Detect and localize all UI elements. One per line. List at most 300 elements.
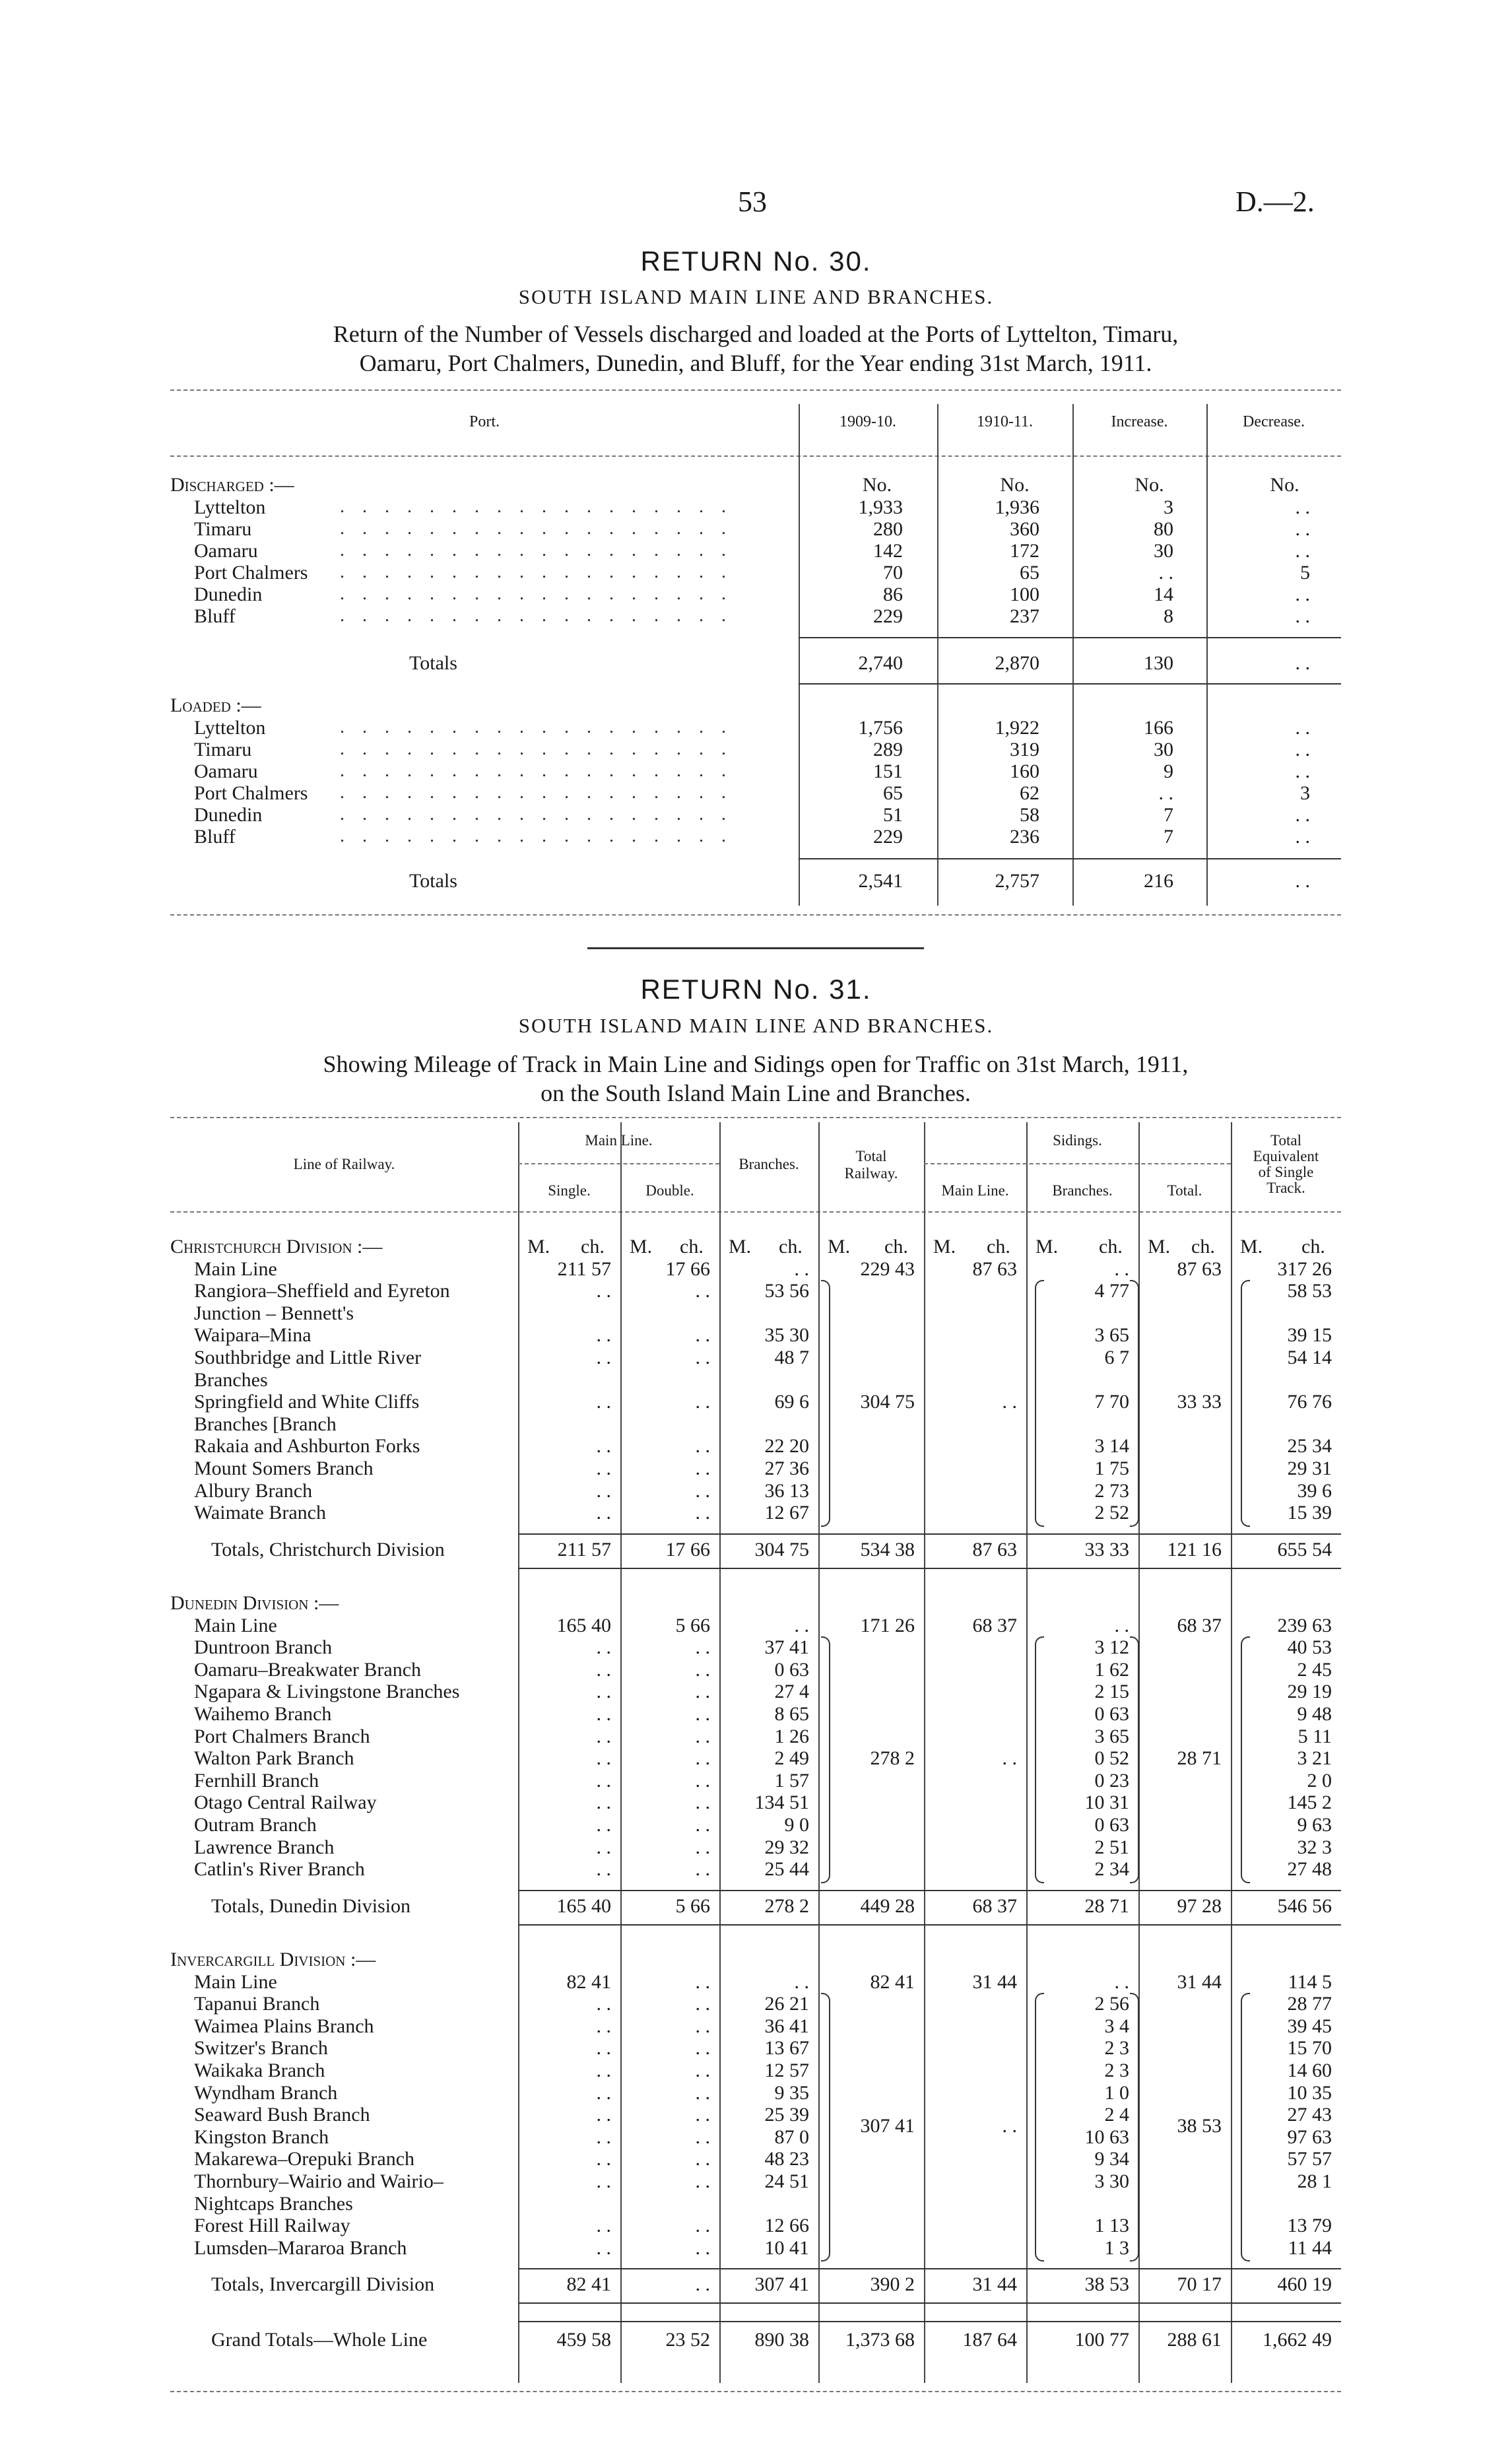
line-name: Waihemo Branch (194, 1703, 332, 1725)
line-name: Outram Branch (194, 1814, 317, 1836)
leader-dots: . . . . . . . . . . . . . . . . . . (340, 605, 733, 626)
cell-d: . . (695, 1769, 710, 1792)
value-inc: 7 (1164, 826, 1173, 848)
totals-label: Totals (409, 870, 457, 892)
line-name-continued: Junction – Bennett's (194, 1302, 354, 1324)
total-dec: . . (1295, 652, 1310, 674)
cell-s: . . (596, 2015, 611, 2037)
cell-d: . . (695, 1435, 710, 1458)
cell-sm: . . (1002, 1391, 1017, 1413)
column-header-1: 1909-10. (839, 413, 896, 430)
value-inc: . . (1158, 562, 1173, 584)
cell-eq: 32 3 (1297, 1836, 1332, 1858)
unit-chains: ch. (1191, 1236, 1215, 1257)
value-inc: 9 (1164, 760, 1173, 782)
cell-eq: 2 45 (1297, 1658, 1332, 1681)
cell-b: 87 0 (774, 2126, 809, 2148)
cell-d: . . (695, 1858, 710, 1881)
cell-sb: 10 63 (1084, 2126, 1129, 2148)
cell-d: . . (695, 1725, 710, 1747)
cell-tr: 304 75 (860, 1391, 915, 1413)
cell-tr: 82 41 (870, 1970, 915, 1993)
total-y1: 2,541 (858, 870, 903, 892)
cell-sb: 1 62 (1094, 1658, 1129, 1681)
header-sidings-branches: Branches. (1052, 1182, 1113, 1199)
line-name: Waimea Plains Branch (194, 2015, 374, 2037)
line-name: Rangiora–Sheffield and Eyreton (194, 1280, 450, 1302)
value-dec: . . (1295, 605, 1310, 627)
table-header-rule (170, 455, 1341, 457)
cell-sb: 3 4 (1104, 2015, 1129, 2037)
port-name: Timaru (194, 518, 252, 540)
cell-s: . . (596, 1814, 611, 1836)
cell-b: . . (794, 1614, 809, 1636)
value-y1: 142 (873, 540, 903, 562)
cell-eq: 28 1 (1297, 2170, 1332, 2192)
line-name: Main Line (194, 1257, 277, 1280)
value-y2: 58 (1020, 804, 1039, 826)
value-y1: 51 (883, 804, 903, 826)
leader-dots: . . . . . . . . . . . . . . . . . . (340, 804, 733, 824)
value-inc: . . (1158, 782, 1173, 804)
cell-eq: 39 15 (1287, 1324, 1332, 1347)
cell-st: 38 53 (1177, 2115, 1222, 2137)
cell-eq: 28 77 (1287, 1993, 1332, 2015)
line-name: Rakaia and Ashburton Forks (194, 1435, 420, 1458)
cell-sm: 68 37 (972, 1614, 1017, 1636)
cell-tr: 307 41 (860, 2115, 915, 2137)
port-name: Dunedin (194, 584, 263, 605)
line-name-continued: Nightcaps Branches (194, 2192, 353, 2215)
unit-label: No. (1270, 474, 1299, 496)
cell-sb: 7 70 (1094, 1391, 1129, 1413)
cell-sb: 4 77 (1094, 1280, 1129, 1302)
cell-b: 12 66 (764, 2215, 809, 2237)
cell-eq: 1,662 49 (1263, 2329, 1332, 2351)
value-dec: . . (1295, 496, 1310, 518)
return-30-title: RETURN No. 30. (640, 246, 872, 277)
value-y2: 236 (1010, 826, 1039, 848)
cell-s: 165 40 (556, 1614, 611, 1636)
cell-sm: 87 63 (972, 1257, 1017, 1280)
value-dec: . . (1295, 518, 1310, 540)
unit-chains: ch. (779, 1236, 803, 1257)
cell-st: 87 63 (1177, 1257, 1222, 1280)
line-name: Mount Somers Branch (194, 1458, 374, 1479)
cell-sm: . . (1002, 2115, 1017, 2137)
cell-d: . . (695, 1636, 710, 1659)
group-brace (1241, 1993, 1250, 2262)
line-name-continued: Branches [Branch (194, 1413, 337, 1435)
cell-sb: . . (1114, 1970, 1129, 1993)
return-30-subtitle: SOUTH ISLAND MAIN LINE AND BRANCHES. (518, 285, 994, 308)
cell-s: . . (596, 1703, 611, 1725)
cell-d: . . (695, 1747, 710, 1770)
value-y1: 70 (883, 562, 903, 584)
cell-d: 5 66 (675, 1894, 710, 1917)
value-dec: 3 (1300, 782, 1310, 804)
header-sidings-main: Main Line. (941, 1182, 1009, 1199)
cell-s: . . (596, 1725, 611, 1747)
unit-label: No. (862, 474, 892, 496)
cell-b: 890 38 (754, 2329, 809, 2351)
division-totals-rule (518, 1533, 1341, 1535)
total-dec: . . (1295, 870, 1310, 892)
line-name: Lumsden–Mararoa Branch (194, 2236, 407, 2259)
division-label: Dunedin Division :— (170, 1592, 339, 1614)
cell-sb: . . (1114, 1614, 1129, 1636)
unit-chains: ch. (987, 1236, 1010, 1257)
port-name: Dunedin (194, 804, 263, 826)
cell-tr: 171 26 (860, 1614, 915, 1636)
cell-b: 29 32 (764, 1836, 809, 1858)
value-y1: 229 (873, 826, 903, 848)
cell-d: . . (695, 1502, 710, 1524)
value-y1: 65 (883, 782, 903, 804)
cell-eq: 145 2 (1287, 1792, 1332, 1814)
leader-dots: . . . . . . . . . . . . . . . . . . (340, 760, 733, 781)
cell-d: . . (695, 2236, 710, 2259)
cell-s: . . (596, 2060, 611, 2081)
total-inc: 216 (1144, 870, 1173, 892)
cell-d: . . (695, 2081, 710, 2104)
cell-s: . . (596, 2104, 611, 2126)
cell-eq: 114 5 (1288, 1970, 1332, 1993)
cell-s: . . (596, 2037, 611, 2060)
cell-s: . . (596, 1836, 611, 1858)
cell-b: 37 41 (764, 1636, 809, 1659)
cell-s: . . (596, 1993, 611, 2015)
value-inc: 3 (1164, 496, 1173, 518)
cell-eq: 39 6 (1297, 1479, 1332, 1502)
cell-s: 459 58 (556, 2329, 611, 2351)
cell-d: . . (695, 1836, 710, 1858)
cell-b: . . (794, 1257, 809, 1280)
division-totals-label: Totals, Dunedin Division (211, 1894, 411, 1917)
cell-b: 278 2 (764, 1894, 809, 1917)
table-header-rule (170, 1211, 1341, 1213)
value-y1: 289 (873, 739, 903, 760)
cell-s: . . (596, 1324, 611, 1347)
cell-st: 33 33 (1177, 1391, 1222, 1413)
cell-sb: 2 34 (1094, 1858, 1129, 1881)
unit-miles: M. (1035, 1236, 1059, 1257)
cell-eq: 57 57 (1287, 2148, 1332, 2170)
division-totals-label: Totals, Invercargill Division (211, 2273, 435, 2296)
cell-b: 0 63 (774, 1658, 809, 1681)
discharged-label: Discharged :— (170, 474, 294, 496)
cell-eq: 546 56 (1277, 1894, 1332, 1917)
division-totals-label: Totals, Christchurch Division (211, 1538, 445, 1560)
cell-sb: 3 30 (1094, 2170, 1129, 2192)
cell-s: 211 57 (557, 1257, 611, 1280)
group-brace (1035, 1993, 1044, 2262)
header-branches: Branches. (739, 1156, 799, 1172)
unit-chains: ch. (581, 1236, 605, 1257)
totals-rule (799, 858, 1341, 859)
cell-d: . . (695, 1347, 710, 1368)
cell-s: . . (596, 1769, 611, 1792)
line-name: Waikaka Branch (194, 2060, 325, 2081)
totals-rule (799, 683, 1341, 685)
cell-eq: 27 43 (1287, 2104, 1332, 2126)
value-y1: 229 (873, 605, 903, 627)
cell-eq: 14 60 (1287, 2060, 1332, 2081)
value-dec: . . (1295, 540, 1310, 562)
cell-sb: 2 15 (1094, 1681, 1129, 1703)
cell-sb: 9 34 (1094, 2148, 1129, 2170)
cell-sm: 187 64 (962, 2329, 1017, 2351)
cell-d: . . (695, 1970, 710, 1993)
value-inc: 30 (1154, 540, 1173, 562)
line-name: Southbridge and Little River (194, 1347, 422, 1368)
leader-dots: . . . . . . . . . . . . . . . . . . (340, 782, 733, 803)
section-divider (587, 947, 924, 949)
header-equiv-3: of Single (1258, 1164, 1314, 1180)
cell-d: . . (695, 1703, 710, 1725)
cell-b: 36 41 (764, 2015, 809, 2037)
cell-b: 22 20 (764, 1435, 809, 1458)
cell-b: 1 57 (774, 1769, 809, 1792)
cell-b: 134 51 (754, 1792, 809, 1814)
document-reference: D.—2. (1235, 185, 1315, 218)
cell-sb: 1 75 (1094, 1458, 1129, 1479)
cell-sb: 2 73 (1094, 1479, 1129, 1502)
unit-miles: M. (828, 1236, 851, 1257)
leader-dots: . . . . . . . . . . . . . . . . . . (340, 584, 733, 604)
cell-eq: 76 76 (1287, 1391, 1332, 1413)
cell-tr: 390 2 (870, 2273, 915, 2296)
unit-miles: M. (729, 1236, 752, 1257)
cell-sb: 6 7 (1104, 1347, 1129, 1368)
unit-miles: M. (630, 1236, 653, 1257)
table-top-rule (170, 1117, 1341, 1118)
cell-sm: 31 44 (972, 2273, 1017, 2296)
value-y2: 360 (1010, 518, 1039, 540)
cell-sb: 2 4 (1104, 2104, 1129, 2126)
cell-eq: 39 45 (1287, 2015, 1332, 2037)
line-name: Catlin's River Branch (194, 1858, 365, 1881)
line-name-continued: Branches (194, 1368, 268, 1391)
cell-st: 121 16 (1167, 1538, 1222, 1560)
table-top-rule (170, 389, 1341, 391)
unit-chains: ch. (884, 1236, 908, 1257)
cell-s: 82 41 (566, 1970, 611, 1993)
cell-st: 70 17 (1177, 2273, 1222, 2296)
value-inc: 14 (1154, 584, 1173, 605)
value-inc: 166 (1144, 717, 1173, 739)
line-name: Duntroon Branch (194, 1636, 333, 1659)
cell-d: . . (695, 2148, 710, 2170)
cell-b: 24 51 (764, 2170, 809, 2192)
totals-rule (799, 637, 1341, 638)
subheader-rule (924, 1163, 1231, 1164)
line-name: Tapanui Branch (194, 1993, 320, 2015)
cell-d: . . (695, 2170, 710, 2192)
cell-d: . . (695, 1479, 710, 1502)
total-y1: 2,740 (858, 652, 903, 674)
line-name: Thornbury–Wairio and Wairio– (194, 2170, 444, 2192)
leader-dots: . . . . . . . . . . . . . . . . . . (340, 562, 733, 582)
value-dec: . . (1295, 760, 1310, 782)
cell-s: . . (596, 1858, 611, 1881)
header-total-railway-1: Total (855, 1148, 887, 1164)
header-single: Single. (548, 1182, 591, 1199)
column-header-2: 1910-11. (976, 413, 1034, 430)
cell-tr: 1,373 68 (845, 2329, 915, 2351)
cell-tr: 278 2 (870, 1747, 915, 1770)
division-label: Christchurch Division :— (170, 1236, 383, 1257)
line-name: Lawrence Branch (194, 1836, 335, 1858)
cell-eq: 9 63 (1297, 1814, 1332, 1836)
cell-eq: 25 34 (1287, 1435, 1332, 1458)
cell-eq: 54 14 (1287, 1347, 1332, 1368)
cell-sb: 3 65 (1094, 1324, 1129, 1347)
group-brace (1241, 1280, 1250, 1527)
cell-d: . . (695, 2015, 710, 2037)
unit-miles: M. (1148, 1236, 1171, 1257)
loaded-label: Loaded :— (170, 694, 261, 716)
table-bottom-rule (170, 2391, 1341, 2392)
leader-dots: . . . . . . . . . . . . . . . . . . (340, 540, 733, 560)
cell-d: . . (695, 1993, 710, 2015)
return-31-subtitle: SOUTH ISLAND MAIN LINE AND BRANCHES. (518, 1014, 994, 1037)
cell-sb: 10 31 (1084, 1792, 1129, 1814)
group-brace (1035, 1636, 1044, 1883)
leader-dots: . . . . . . . . . . . . . . . . . . (340, 717, 733, 737)
line-name: Fernhill Branch (194, 1769, 319, 1792)
cell-eq: 40 53 (1287, 1636, 1332, 1659)
port-name: Bluff (194, 605, 236, 627)
cell-d: . . (695, 1458, 710, 1479)
cell-s: . . (596, 1435, 611, 1458)
line-name: Ngapara & Livingstone Branches (194, 1681, 460, 1703)
group-brace (1241, 1636, 1250, 1883)
line-name: Albury Branch (194, 1479, 313, 1502)
cell-sb: 38 53 (1084, 2273, 1129, 2296)
cell-d: . . (695, 1792, 710, 1814)
column-header-0: Port. (469, 413, 500, 430)
column-header-3: Increase. (1111, 413, 1168, 430)
value-dec: . . (1295, 584, 1310, 605)
value-inc: 80 (1154, 518, 1173, 540)
cell-b: . . (794, 1970, 809, 1993)
value-y2: 319 (1010, 739, 1039, 760)
value-y2: 172 (1010, 540, 1039, 562)
cell-eq: 58 53 (1287, 1280, 1332, 1302)
division-totals-rule (518, 2302, 1341, 2304)
division-totals-rule (518, 2268, 1341, 2269)
cell-d: . . (695, 1681, 710, 1703)
value-y2: 160 (1010, 760, 1039, 782)
cell-s: . . (596, 1458, 611, 1479)
cell-eq: 15 39 (1287, 1502, 1332, 1524)
header-total-railway-2: Railway. (844, 1165, 898, 1182)
cell-b: 1 26 (774, 1725, 809, 1747)
cell-d: . . (695, 2273, 710, 2296)
cell-sb: 2 51 (1094, 1836, 1129, 1858)
cell-sb: 1 13 (1094, 2215, 1129, 2237)
cell-sb: 2 3 (1104, 2060, 1129, 2081)
cell-d: . . (695, 1658, 710, 1681)
value-y1: 1,756 (858, 717, 903, 739)
line-name: Waimate Branch (194, 1502, 326, 1524)
cell-s: 165 40 (556, 1894, 611, 1917)
cell-d: 17 66 (665, 1538, 710, 1560)
cell-eq: 3 21 (1297, 1747, 1332, 1770)
cell-eq: 10 35 (1287, 2081, 1332, 2104)
header-main-line: Main Line. (585, 1132, 653, 1149)
cell-b: 27 36 (764, 1458, 809, 1479)
return-31-caption-line2: on the South Island Main Line and Branches. (541, 1080, 971, 1106)
grand-totals-rule (518, 2321, 1341, 2322)
cell-eq: 11 44 (1288, 2236, 1332, 2259)
cell-d: 17 66 (665, 1257, 710, 1280)
unit-label: No. (1000, 474, 1030, 496)
value-y1: 280 (873, 518, 903, 540)
cell-sb: 100 77 (1074, 2329, 1129, 2351)
division-totals-rule (518, 1924, 1341, 1926)
group-brace (1130, 1280, 1139, 1527)
leader-dots: . . . . . . . . . . . . . . . . . . (340, 496, 733, 517)
value-dec: . . (1295, 804, 1310, 826)
cell-d: . . (695, 1324, 710, 1347)
cell-s: . . (596, 1280, 611, 1302)
cell-tr: 229 43 (860, 1257, 915, 1280)
cell-sb: 2 56 (1094, 1993, 1129, 2015)
cell-sb: 1 0 (1104, 2081, 1129, 2104)
cell-b: 69 6 (774, 1391, 809, 1413)
header-sidings: Sidings. (1053, 1132, 1102, 1149)
line-name: Switzer's Branch (194, 2037, 328, 2060)
port-name: Bluff (194, 826, 236, 848)
cell-eq: 29 31 (1287, 1458, 1332, 1479)
cell-eq: 27 48 (1287, 1858, 1332, 1881)
cell-b: 26 21 (764, 1993, 809, 2015)
totals-label: Totals (409, 652, 457, 674)
cell-d: . . (695, 2126, 710, 2148)
cell-sb: 0 52 (1094, 1747, 1129, 1770)
value-inc: 7 (1164, 804, 1173, 826)
group-brace (1130, 1993, 1139, 2262)
cell-b: 25 44 (764, 1858, 809, 1881)
cell-sb: 3 12 (1094, 1636, 1129, 1659)
value-y1: 86 (883, 584, 903, 605)
cell-d: . . (695, 2060, 710, 2081)
cell-b: 2 49 (774, 1747, 809, 1770)
value-inc: 8 (1164, 605, 1173, 627)
cell-eq: 97 63 (1287, 2126, 1332, 2148)
cell-s: . . (596, 1636, 611, 1659)
cell-st: 288 61 (1167, 2329, 1222, 2351)
cell-s: . . (596, 2215, 611, 2237)
line-name: Forest Hill Railway (194, 2215, 350, 2237)
cell-b: 48 23 (764, 2148, 809, 2170)
cell-b: 9 35 (774, 2081, 809, 2104)
port-name: Lyttelton (194, 496, 266, 518)
column-header-4: Decrease. (1243, 413, 1305, 430)
cell-st: 28 71 (1177, 1747, 1222, 1770)
cell-st: 68 37 (1177, 1614, 1222, 1636)
header-equiv-1: Total (1270, 1132, 1301, 1149)
leader-dots: . . . . . . . . . . . . . . . . . . (340, 518, 733, 539)
value-dec: 5 (1300, 562, 1310, 584)
cell-s: . . (596, 1502, 611, 1524)
cell-sm: 87 63 (972, 1538, 1017, 1560)
value-y2: 1,922 (995, 717, 1039, 739)
line-name: Port Chalmers Branch (194, 1725, 370, 1747)
return-30-caption-line1: Return of the Number of Vessels discharged and loaded at the Ports of Lyttelton, Timaru, (333, 321, 1179, 347)
